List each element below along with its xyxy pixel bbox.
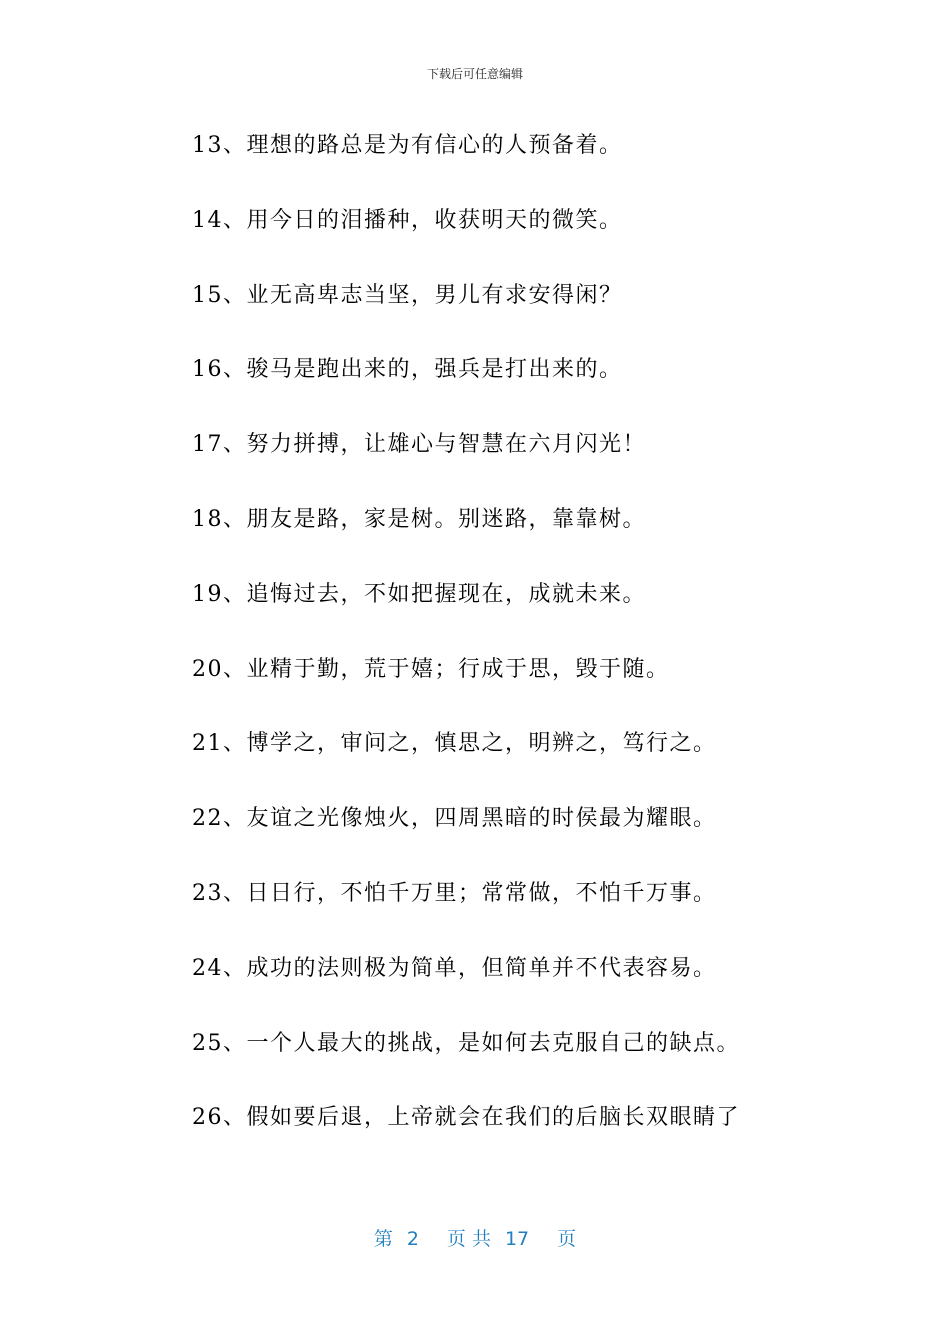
- quote-line: 24、成功的法则极为简单，但简单并不代表容易。: [192, 955, 717, 981]
- page-footer: [0, 1225, 950, 1253]
- quote-list: [192, 128, 892, 1175]
- footer-current-page: 2: [406, 1228, 419, 1250]
- header-note: 下载后可任意编辑: [426, 67, 523, 81]
- quote-line: 19、追悔过去，不如把握现在，成就未来。: [192, 581, 646, 607]
- quote-line: 14、用今日的泪播种，收获明天的微笑。: [192, 207, 623, 233]
- footer-prefix: 第: [373, 1228, 393, 1250]
- quote-line: 25、一个人最大的挑战，是如何去克服自己的缺点。: [192, 1030, 740, 1056]
- quote-line: 13、理想的路总是为有信心的人预备着。: [192, 133, 623, 158]
- footer-suffix: 页: [557, 1228, 577, 1250]
- quote-line: 17、努力拼搏，让雄心与智慧在六月闪光！: [192, 432, 646, 458]
- quote-line: 21、博学之，审问之，慎思之，明辨之，笃行之。: [192, 731, 717, 757]
- quote-line: 18、朋友是路，家是树。别迷路，靠靠树。: [192, 506, 646, 532]
- quote-line: 16、骏马是跑出来的，强兵是打出来的。: [192, 357, 623, 383]
- quote-line: 23、日日行，不怕千万里；常常做，不怕千万事。: [192, 880, 717, 906]
- quote-line: 20、业精于勤，荒于嬉；行成于思，毁于随。: [192, 656, 670, 682]
- footer-middle: 页 共: [446, 1228, 491, 1250]
- footer-total-pages: 17: [504, 1228, 530, 1250]
- quote-line: 22、友谊之光像烛火，四周黑暗的时侯最为耀眼。: [192, 806, 717, 832]
- quote-line: 26、假如要后退，上帝就会在我们的后脑长双眼睛了: [192, 1105, 740, 1131]
- quote-line: 15、业无高卑志当坚，男儿有求安得闲？: [192, 282, 623, 308]
